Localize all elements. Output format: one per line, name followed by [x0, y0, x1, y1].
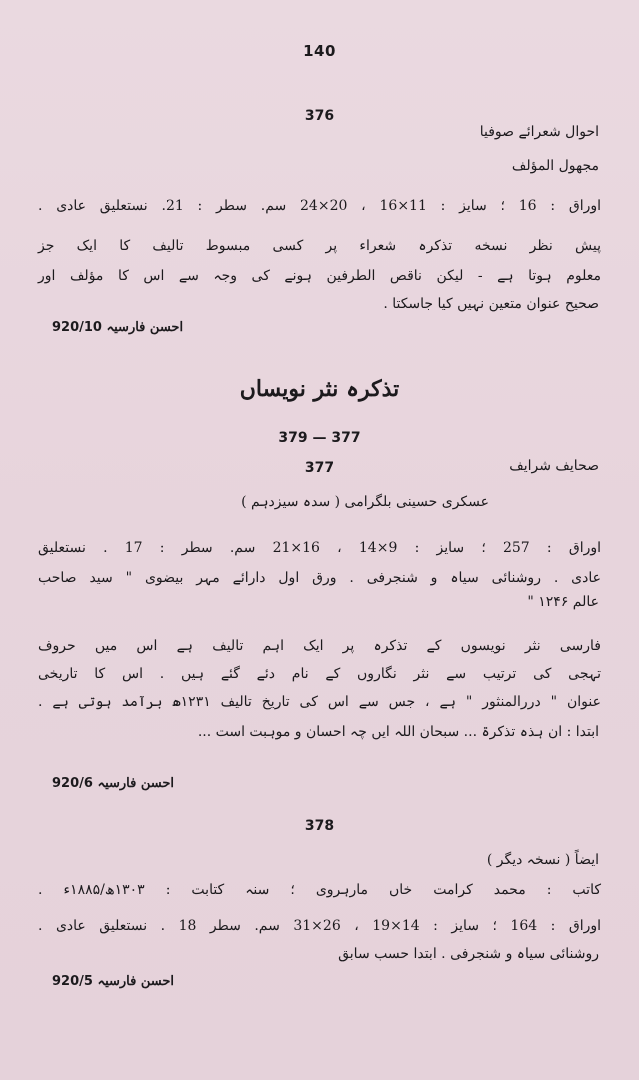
entry-377-desc-line-2: تہجی کی ترتیب سے نثر نگاروں کے نام دئے گئے ہیں . اس کا تاریخی — [38, 666, 601, 682]
entry-376-ref-code: 920/10 — [52, 320, 102, 335]
entry-377-author: عسکری حسینی بلگرامی ( سدہ سیزدہم ) — [241, 494, 489, 510]
entry-376-desc-line-2: معلوم ہوتا ہے - لیکن ناقص الطرفین ہونے کی وجہ سے اس کا مؤلف اور — [38, 268, 601, 284]
entry-378-title: ایضاً ( نسخہ دیگر ) — [486, 852, 599, 868]
entry-377-specs-line-2: عادی . روشنائی سیاہ و شنجرفی . ورق اول دارائے مہر بیضوی " سید صاحب — [38, 570, 601, 586]
entry-376-ref-label: احسن فارسیہ — [106, 320, 184, 335]
entry-378-specs-line-2: روشنائی سیاہ و شنجرفی . ابتدا حسب سابق — [338, 946, 599, 962]
entry-376-reference — [48, 320, 183, 335]
entry-377-specs-line-1: اوراق : 257 ؛ سایز : 9×14 ، 16×21 سم. سطر : 17 . نستعلیق — [38, 540, 602, 556]
entry-376-number: 376 — [304, 108, 335, 124]
entry-378-reference — [48, 974, 174, 989]
entry-378-number: 378 — [304, 818, 335, 834]
entry-377-ref-code: 920/6 — [52, 776, 93, 791]
entry-377-reference — [48, 776, 174, 791]
entry-377-desc-line-3: عنوان " دررالمنثور " ہے ، جس سے اس کی تاریخ تالیف ۱۲۳۱ھ برآمد ہوتی ہے . — [38, 694, 601, 710]
entry-376-specs: اوراق : 16 ؛ سایز : 11×16 ، 20×24 سم. سطر : 21. نستعلیق عادی . — [38, 198, 602, 214]
entry-378-ref-code: 920/5 — [52, 974, 93, 989]
section-heading: تذکرہ نثر نویساں — [239, 376, 400, 402]
entry-377-specs-line-3: عالم ۱۲۴۶ " — [527, 594, 599, 610]
entry-378-specs-line-1: اوراق : 164 ؛ سایز : 14×19 ، 26×31 سم. سطر 18 . نستعلیق عادی . — [38, 918, 602, 934]
entry-377-desc-line-1: فارسی نثر نویسوں کے تذکرہ پر ایک اہم تالیف ہے اس میں حروف — [38, 638, 601, 654]
entry-377-ref-label: احسن فارسیہ — [97, 776, 175, 791]
entry-376-desc-line-1: پیش نظر نسخه تذکرہ شعراء پر کسی مبسوط تالیف کا ایک جز — [38, 238, 601, 254]
entry-378-ref-label: احسن فارسیہ — [97, 974, 175, 989]
entry-377-desc-line-4: ابتدا : ان ہذہ تذکرۃ ... سبحان اللہ ایں چہ احسان و موہبت است ... — [197, 724, 599, 740]
entry-377-title: صحایف شرایف — [509, 458, 599, 474]
entry-376-author: مجهول المؤلف — [511, 158, 599, 174]
entry-377-number: 377 — [304, 460, 335, 476]
page-number: 140 — [303, 42, 336, 60]
entry-378-scribe: کاتب : محمد کرامت خاں مارہروی ؛ سنہ کتابت : ۱۳۰۳ھ/۱۸۸۵ء . — [38, 882, 602, 898]
entry-376-title: احوال شعرائے صوفیا — [479, 124, 599, 140]
entry-range: 379 — 377 — [278, 430, 361, 446]
entry-376-desc-line-3: صحیح عنوان متعین نہیں کیا جاسکتا . — [383, 296, 599, 312]
